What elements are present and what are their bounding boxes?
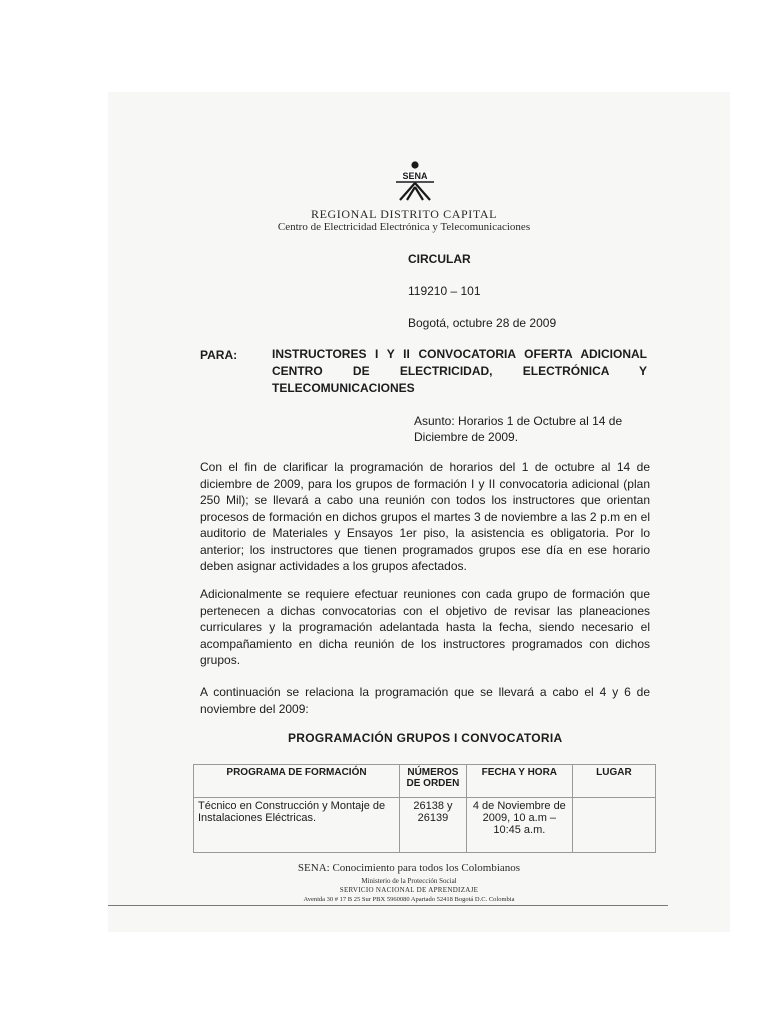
document-number: 119210 – 101: [408, 284, 481, 298]
table-cell: 26138 y 26139: [400, 798, 467, 853]
table-title: PROGRAMACIÓN GRUPOS I CONVOCATORIA: [288, 731, 563, 745]
document-date: Bogotá, octubre 28 de 2009: [408, 316, 557, 330]
body-paragraph-1: Con el fin de clarificar la programación de horarios del 1 de octubre al 14 de diciembre de 2009, para los grupos de formación I y II convocatoria adicional (plan 250 Mil); se llevará a cabo una reunión con todos los instructores que orientan procesos de formación en dichos grupos el martes 3 de noviembre a las 2 p.m en el auditorio de Materiales y Ensayos 1er piso, la asistencia es obligatoria. Por lo anterior; los instructores que tienen programados grupos ese día en ese horario deben asignar actividades a los grupos afectados.: [200, 460, 650, 573]
center-name: Centro de Electricidad Electrónica y Telecomunicaciones: [277, 221, 531, 233]
document-type: CIRCULAR: [408, 252, 471, 266]
table-header-row: [194, 765, 656, 798]
column-header: PROGRAMA DE FORMACIÓN: [194, 765, 400, 798]
table-cell: Técnico en Construcción y Montaje de Instalaciones Eléctricas.: [194, 798, 400, 853]
sena-logo: [392, 160, 438, 202]
footer-divider: [108, 905, 668, 906]
table-cell: [572, 798, 655, 853]
regional-heading: REGIONAL DISTRITO CAPITAL: [310, 207, 498, 221]
footer-ministry: Ministerio de la Protección Social: [361, 877, 457, 885]
sena-logo-text: SENA: [402, 171, 428, 181]
column-header: NÚMEROS DE ORDEN: [400, 765, 467, 798]
table-row: [194, 798, 656, 853]
schedule-table: [193, 764, 656, 853]
column-header: FECHA Y HORA: [466, 765, 572, 798]
footer-service: SERVICIO NACIONAL DE APRENDIZAJE: [339, 886, 479, 894]
body-paragraph-3: A continuación se relaciona la programación que se llevará a cabo el 4 y 6 de noviembre del 2009:: [200, 685, 650, 716]
column-header: LUGAR: [572, 765, 655, 798]
recipient-label: PARA:: [200, 348, 238, 362]
table-cell: 4 de Noviembre de 2009, 10 a.m – 10:45 a.m.: [466, 798, 572, 853]
recipient-text: INSTRUCTORES I Y II CONVOCATORIA OFERTA ADICIONAL CENTRO DE ELECTRICIDAD, ELECTRÓNICA Y TELECOMUNICACIONES: [272, 347, 647, 395]
footer-address: Avenida 30 # 17 B 25 Sur PBX 5960080 Apartado 52418 Bogotá D.C. Colombia: [303, 896, 515, 903]
subject-line: Asunto: Horarios 1 de Octubre al 14 de Diciembre de 2009.: [414, 414, 623, 444]
body-paragraph-2: Adicionalmente se requiere efectuar reuniones con cada grupo de formación que pertenecen a dichas convocatorias con el objetivo de revisar las planeaciones curriculares y la programación adelantada hasta la fecha, siendo necesario el acompañamiento en dicha reunión de los instructores programados con dichos grupos.: [200, 587, 650, 667]
footer-slogan: SENA: Conocimiento para todos los Colombianos: [297, 862, 521, 874]
